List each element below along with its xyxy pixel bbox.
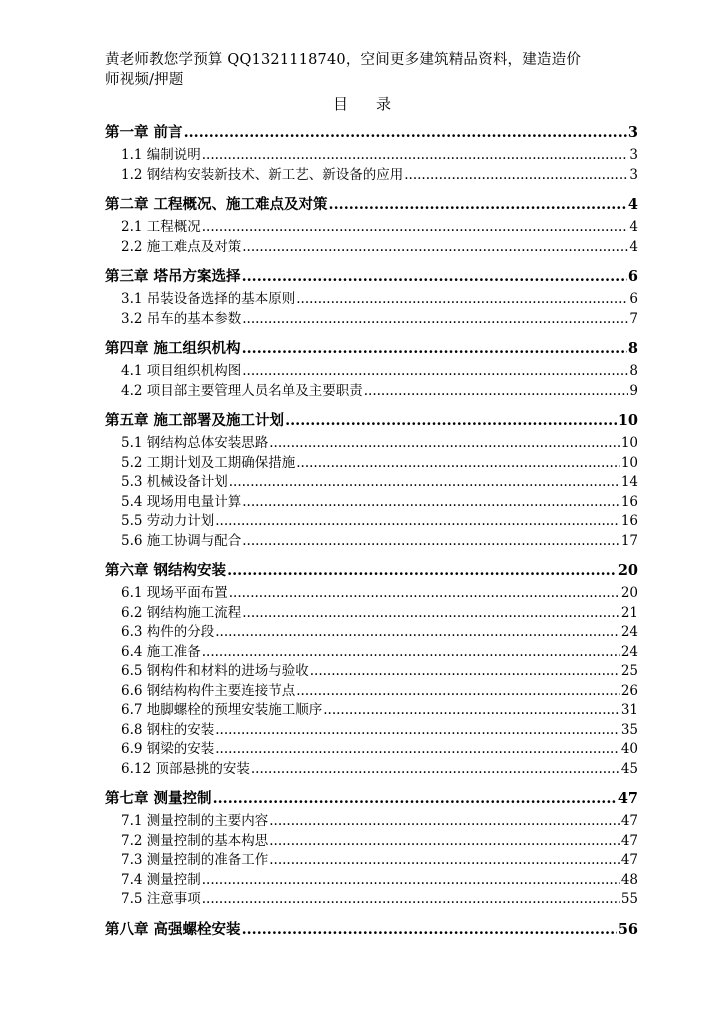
chapter-page-number: 10 — [617, 412, 638, 429]
section-page-number: 24 — [620, 624, 638, 640]
section-title: 6.2 钢结构施工流程 — [121, 604, 242, 621]
dot-leader — [364, 382, 629, 402]
section-page-number: 10 — [620, 435, 638, 451]
toc-section-entry[interactable] — [105, 584, 638, 604]
section-title: 7.3 测量控制的准备工作 — [121, 852, 269, 868]
dot-leader — [404, 166, 628, 186]
section-title: 6.8 钢柱的安装 — [121, 721, 215, 738]
section-page-number: 40 — [620, 741, 638, 757]
dot-leader — [215, 740, 620, 760]
toc-section-entry[interactable] — [105, 871, 638, 891]
toc-chapter-entry[interactable] — [105, 338, 638, 359]
toc-chapter-entry[interactable] — [105, 266, 638, 287]
dot-leader — [242, 310, 628, 330]
section-page-number: 47 — [620, 852, 638, 868]
section-page-number: 7 — [629, 310, 638, 327]
toc-section-entry[interactable] — [105, 454, 638, 474]
chapter-title: 第三章 塔吊方案选择 — [105, 268, 241, 285]
section-title: 7.4 测量控制 — [121, 871, 201, 888]
section-page-number: 20 — [620, 585, 638, 601]
dot-leader — [242, 604, 620, 624]
dot-leader — [323, 701, 620, 721]
dot-leader — [269, 434, 620, 454]
section-title: 6.4 施工准备 — [121, 643, 201, 660]
toc-section-entry[interactable] — [105, 890, 638, 910]
toc-section-entry[interactable] — [105, 512, 638, 532]
section-title: 7.1 测量控制的主要内容 — [121, 813, 269, 829]
dot-leader — [213, 788, 617, 809]
dot-leader — [242, 338, 627, 359]
toc-section-entry[interactable] — [105, 382, 638, 402]
toc-section-entry[interactable] — [105, 812, 638, 832]
dot-leader — [229, 584, 620, 604]
toc-section-entry[interactable] — [105, 362, 638, 382]
section-title: 6.1 现场平面布置 — [121, 585, 228, 601]
chapter-title: 第五章 施工部署及施工计划 — [105, 412, 285, 429]
section-page-number: 25 — [620, 663, 638, 679]
chapter-title: 第一章 前言 — [105, 124, 183, 141]
dot-leader — [296, 454, 620, 474]
dot-leader — [202, 871, 620, 891]
section-page-number: 10 — [620, 454, 638, 471]
section-title: 6.7 地脚螺栓的预埋安装施工顺序 — [121, 702, 323, 718]
toc-section-entry[interactable] — [105, 532, 638, 552]
dot-leader — [251, 760, 620, 780]
chapter-page-number: 8 — [627, 340, 638, 357]
section-title: 4.1 项目组织机构图 — [121, 363, 242, 379]
dot-leader — [202, 890, 620, 910]
toc-chapter-entry[interactable] — [105, 194, 638, 215]
section-title: 7.2 测量控制的基本构思 — [121, 832, 269, 849]
dot-leader — [242, 493, 620, 513]
section-page-number: 16 — [620, 493, 638, 510]
toc-section-entry[interactable] — [105, 238, 638, 258]
toc-section-entry[interactable] — [105, 832, 638, 852]
dot-leader — [242, 919, 617, 940]
section-title: 6.5 钢构件和材料的进场与验收 — [121, 663, 309, 679]
dot-leader — [242, 362, 628, 382]
dot-leader — [229, 473, 620, 493]
chapter-title: 第六章 钢结构安装 — [105, 562, 227, 579]
section-page-number: 3 — [629, 147, 638, 163]
toc-section-entry[interactable] — [105, 623, 638, 643]
section-title: 2.1 工程概况 — [121, 219, 201, 235]
section-page-number: 47 — [620, 813, 638, 829]
section-title: 5.2 工期计划及工期确保措施 — [121, 454, 296, 471]
header-line-1: 黄老师教您学预算 QQ1321118740，空间更多建筑精品资料，建造造价 — [105, 52, 582, 68]
dot-leader — [242, 532, 620, 552]
section-page-number: 8 — [629, 363, 638, 379]
dot-leader — [202, 218, 629, 238]
section-title: 2.2 施工难点及对策 — [121, 238, 242, 255]
dot-leader — [184, 122, 627, 143]
chapter-page-number: 20 — [617, 562, 638, 579]
toc-section-entry[interactable] — [105, 851, 638, 871]
toc-chapter-entry[interactable] — [105, 560, 638, 581]
dot-leader — [269, 812, 620, 832]
chapter-title: 第七章 测量控制 — [105, 790, 212, 807]
toc-chapter-entry[interactable] — [105, 122, 638, 143]
dot-leader — [242, 266, 627, 287]
toc-section-entry[interactable] — [105, 721, 638, 741]
section-page-number: 17 — [620, 532, 638, 549]
dot-leader — [215, 721, 620, 741]
section-title: 5.1 钢结构总体安装思路 — [121, 435, 269, 451]
section-page-number: 6 — [629, 291, 638, 307]
dot-leader — [202, 146, 629, 166]
dot-leader — [296, 290, 628, 310]
section-page-number: 21 — [620, 604, 638, 621]
dot-leader — [227, 560, 617, 581]
dot-leader — [310, 662, 620, 682]
toc-section-entry[interactable] — [105, 473, 638, 493]
section-page-number: 55 — [620, 891, 638, 907]
header-line-2: 师视频/押题 — [105, 72, 184, 88]
section-page-number: 24 — [620, 643, 638, 660]
section-page-number: 26 — [620, 682, 638, 699]
dot-leader — [269, 832, 620, 852]
section-page-number: 47 — [620, 832, 638, 849]
section-title: 5.4 现场用电量计算 — [121, 493, 242, 510]
section-title: 5.6 施工协调与配合 — [121, 532, 242, 549]
toc-chapter-entry[interactable] — [105, 410, 638, 431]
section-page-number: 16 — [620, 513, 638, 529]
toc-section-entry[interactable] — [105, 662, 638, 682]
section-page-number: 9 — [629, 382, 638, 399]
page-header — [105, 50, 645, 90]
section-title: 4.2 项目部主要管理人员名单及主要职责 — [121, 382, 363, 399]
section-title: 5.3 机械设备计划 — [121, 474, 228, 490]
chapter-page-number: 47 — [617, 790, 638, 807]
toc-section-entry[interactable] — [105, 434, 638, 454]
dot-leader — [329, 194, 627, 215]
toc-section-entry[interactable] — [105, 146, 638, 166]
section-page-number: 31 — [620, 702, 638, 718]
toc-section-entry[interactable] — [105, 760, 638, 780]
dot-leader — [215, 623, 620, 643]
dot-leader — [269, 851, 620, 871]
section-page-number: 48 — [620, 871, 638, 888]
chapter-page-number: 3 — [627, 124, 638, 141]
toc-section-entry[interactable] — [105, 290, 638, 310]
section-page-number: 45 — [620, 760, 638, 777]
toc-chapter-entry[interactable] — [105, 788, 638, 809]
toc-chapter-entry[interactable] — [105, 919, 638, 940]
section-title: 5.5 劳动力计划 — [121, 513, 215, 529]
section-title: 1.2 钢结构安装新技术、新工艺、新设备的应用 — [121, 166, 404, 183]
section-title: 6.9 钢梁的安装 — [121, 741, 215, 757]
table-of-contents — [105, 122, 638, 943]
dot-leader — [285, 410, 617, 431]
section-page-number: 4 — [629, 238, 638, 255]
toc-section-entry[interactable] — [105, 643, 638, 663]
chapter-page-number: 4 — [627, 196, 638, 213]
section-title: 3.2 吊车的基本参数 — [121, 310, 242, 327]
toc-section-entry[interactable] — [105, 310, 638, 330]
section-title: 3.1 吊装设备选择的基本原则 — [121, 291, 296, 307]
toc-section-entry[interactable] — [105, 493, 638, 513]
dot-leader — [202, 643, 620, 663]
section-page-number: 3 — [629, 166, 638, 183]
chapter-title: 第四章 施工组织机构 — [105, 340, 241, 357]
chapter-title: 第八章 高强螺栓安装 — [105, 920, 241, 938]
section-title: 6.3 构件的分段 — [121, 624, 215, 640]
toc-section-entry[interactable] — [105, 740, 638, 760]
section-title: 1.1 编制说明 — [121, 147, 201, 163]
section-title: 6.12 顶部悬挑的安装 — [121, 760, 250, 777]
section-page-number: 35 — [620, 721, 638, 738]
section-title: 7.5 注意事项 — [121, 891, 201, 907]
toc-section-entry[interactable] — [105, 604, 638, 624]
section-title: 6.6 钢结构构件主要连接节点 — [121, 682, 296, 699]
toc-section-entry[interactable] — [105, 701, 638, 721]
toc-section-entry[interactable] — [105, 682, 638, 702]
chapter-page-number: 56 — [617, 920, 638, 938]
toc-title: 目录 — [332, 95, 419, 113]
chapter-page-number: 6 — [627, 268, 638, 285]
section-page-number: 14 — [620, 474, 638, 490]
toc-section-entry[interactable] — [105, 166, 638, 186]
section-page-number: 4 — [629, 219, 638, 235]
toc-section-entry[interactable] — [105, 218, 638, 238]
dot-leader — [296, 682, 620, 702]
dot-leader — [242, 238, 628, 258]
chapter-title: 第二章 工程概况、施工难点及对策 — [105, 196, 328, 213]
dot-leader — [215, 512, 620, 532]
